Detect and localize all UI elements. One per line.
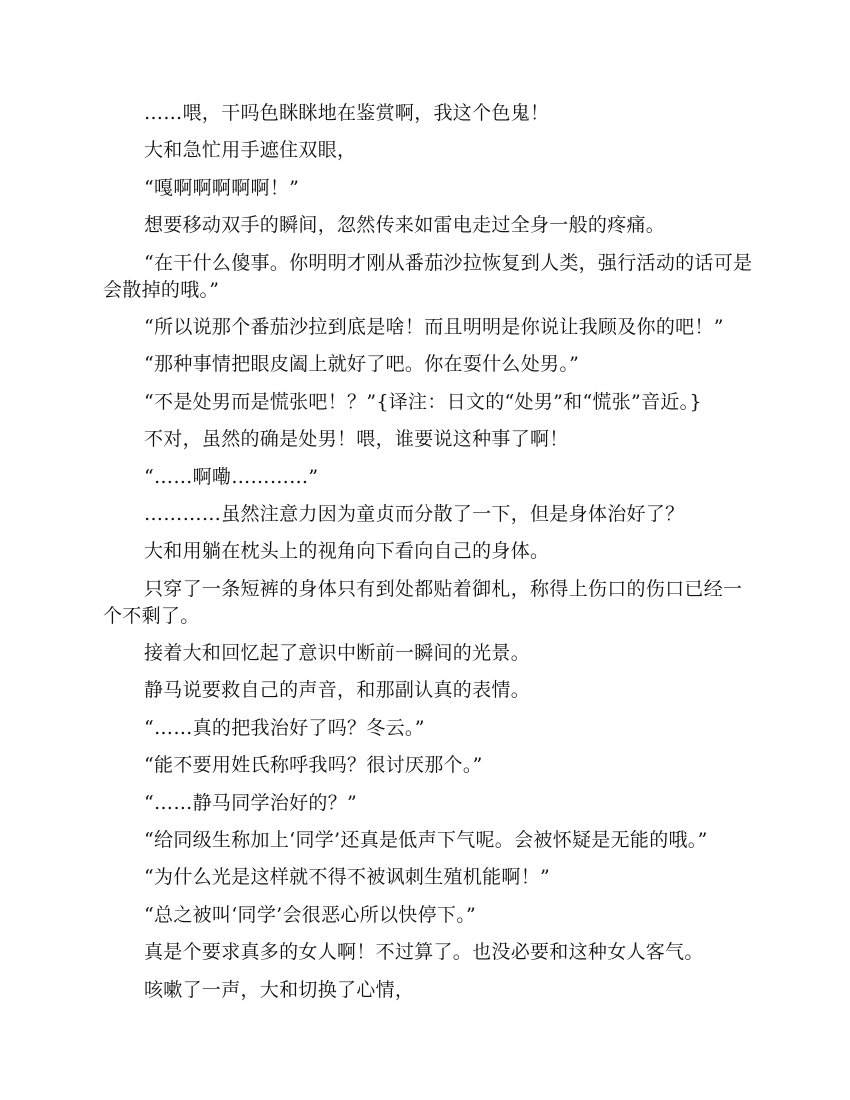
text-body xyxy=(103,100,753,1014)
paragraph: ……喂，干吗色眯眯地在鉴赏啊，我这个色鬼！ xyxy=(144,102,550,124)
paragraph: 接着大和回忆起了意识中断前一瞬间的光景。 xyxy=(144,642,531,665)
paragraph: 静马说要救自己的声音，和那副认真的表情。 xyxy=(144,679,531,702)
paragraph: “那种事情把眼皮阖上就好了吧。你在耍什么处男。” xyxy=(144,353,580,376)
paragraph: “给同级生称加上‘同学’还真是低声下气呢。会被怀疑是无能的哦。” xyxy=(144,829,708,852)
paragraph: “能不要用姓氏称呼我吗？很讨厌那个。” xyxy=(144,754,483,777)
paragraph: “不是处男而是慌张吧！？”{译注：日文的“处男”和“慌张”音近。} xyxy=(144,390,702,413)
paragraph: “为什么光是这样就不得不被讽刺生殖机能啊！” xyxy=(144,866,551,889)
paragraph: “所以说那个番茄沙拉到底是啥！而且明明是你说让我顾及你的吧！” xyxy=(144,315,724,338)
paragraph: 想要移动双手的瞬间，忽然传来如雷电走过全身一般的疼痛。 xyxy=(144,214,666,237)
paragraph: “……真的把我治好了吗？冬云。” xyxy=(144,716,425,739)
paragraph: “在干什么傻事。你明明才刚从番茄沙拉恢复到人类，强行活动的话可是会散掉的哦。” xyxy=(103,251,753,301)
paragraph: 大和急忙用手遮住双眼， xyxy=(144,139,357,162)
paragraph: 咳嗽了一声，大和切换了心情， xyxy=(144,978,415,1001)
paragraph: “嘎啊啊啊啊啊！” xyxy=(144,176,300,199)
paragraph: 只穿了一条短裤的身体只有到处都贴着御札，称得上伤口的伤口已经一个不剩了。 xyxy=(103,577,743,627)
paragraph: 不对，虽然的确是处男！喂，谁要说这种事了啊！ xyxy=(144,428,569,451)
paragraph: “总之被叫‘同学’会很恶心所以快停下。” xyxy=(144,903,477,926)
paragraph: …………虽然注意力因为童贞而分散了一下，但是身体治好了？ xyxy=(144,502,685,525)
paragraph: “……啊嘞…………” xyxy=(144,465,319,488)
paragraph: 大和用躺在枕头上的视角向下看向自己的身体。 xyxy=(144,540,550,563)
paragraph: 真是个要求真多的女人啊！不过算了。也没必要和这种女人客气。 xyxy=(144,941,704,964)
paragraph: “……静马同学治好的？” xyxy=(144,791,358,814)
